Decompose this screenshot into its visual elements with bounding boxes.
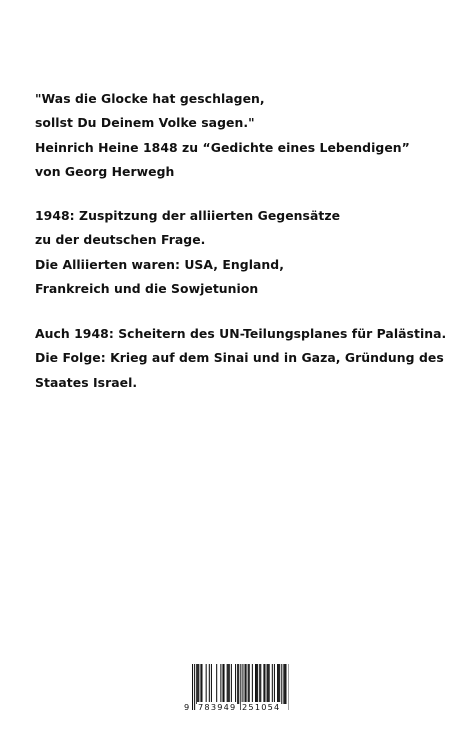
- barcode-bar: [269, 664, 270, 704]
- barcode-bar: [259, 664, 260, 704]
- allied-tensions-block: [35, 204, 455, 302]
- barcode-bar: [272, 664, 273, 704]
- barcode-bar: [222, 664, 223, 704]
- barcode-bar: [227, 664, 228, 704]
- barcode-bar: [267, 664, 268, 704]
- barcode-bar: [237, 664, 238, 704]
- quote-attribution-author: von Georg Herwegh: [35, 164, 175, 180]
- barcode-bar: [257, 664, 258, 704]
- barcode-bar: [279, 664, 280, 704]
- barcode-first-digit: 9: [184, 702, 190, 712]
- barcode-bar: [248, 664, 249, 704]
- barcode-bar: [281, 664, 282, 704]
- quote-block: [35, 87, 455, 185]
- barcode-bar: [283, 664, 284, 704]
- allied-line-1: 1948: Zuspitzung der alliierten Gegensätze: [35, 208, 341, 223]
- palestine-block: [35, 322, 455, 395]
- barcode-bar: [264, 664, 265, 704]
- barcode-bar: [196, 664, 197, 704]
- palestine-line-3: Staates Israel.: [35, 374, 138, 390]
- barcode-bar: [238, 664, 239, 704]
- barcode-bar: [200, 664, 201, 704]
- quote-line-2: sollst Du Deinem Volke sagen.": [35, 115, 255, 131]
- barcode-bar: [211, 664, 212, 704]
- barcode-bar: [285, 664, 286, 704]
- quote-line-1: "Was die Glocke hat geschlagen,: [35, 91, 265, 106]
- quote-attribution: Heinrich Heine 1848 zu “Gedichte eines Lebendigen”: [35, 139, 410, 155]
- barcode-bar: [255, 664, 256, 704]
- barcode-bar: [235, 664, 236, 704]
- barcode-bar: [263, 664, 264, 704]
- barcode-bar: [198, 664, 199, 704]
- barcode-bar: [228, 664, 229, 704]
- barcode-bar: [231, 664, 232, 704]
- allied-line-4: Frankreich und die Sowjetunion: [35, 281, 259, 297]
- palestine-line-1: Auch 1948: Scheitern des UN-Teilungsplanes für Palästina.: [35, 326, 447, 341]
- barcode-left-group: 783949: [198, 702, 237, 712]
- barcode-bar: [252, 664, 253, 704]
- barcode-right-group: 251054: [242, 702, 281, 712]
- barcode-bar: [220, 664, 221, 704]
- barcode-digits: [183, 702, 289, 714]
- isbn-barcode: [183, 662, 289, 718]
- barcode-bar: [278, 664, 279, 704]
- allied-line-2: zu der deutschen Frage.: [35, 232, 206, 248]
- barcode-bar: [277, 664, 278, 704]
- barcode-bar: [209, 664, 210, 704]
- barcode-bar: [256, 664, 257, 704]
- barcode-bar: [245, 664, 246, 704]
- barcode-bar: [201, 664, 202, 704]
- barcode-bar: [224, 664, 225, 704]
- barcode-bar: [268, 664, 269, 704]
- barcode-bar: [246, 664, 247, 704]
- palestine-line-2: Die Folge: Krieg auf dem Sinai und in Gaza, Gründung des: [35, 350, 444, 366]
- barcode-bar: [274, 664, 275, 704]
- barcode-bar: [216, 664, 217, 704]
- allied-line-3: Die Alliierten waren: USA, England,: [35, 256, 284, 272]
- barcode-bar: [229, 664, 230, 704]
- barcode-bar: [284, 664, 285, 704]
- barcode-bar: [197, 664, 198, 704]
- barcode-bar: [260, 664, 261, 704]
- barcode-bar: [206, 664, 207, 704]
- barcode-bar: [249, 664, 250, 704]
